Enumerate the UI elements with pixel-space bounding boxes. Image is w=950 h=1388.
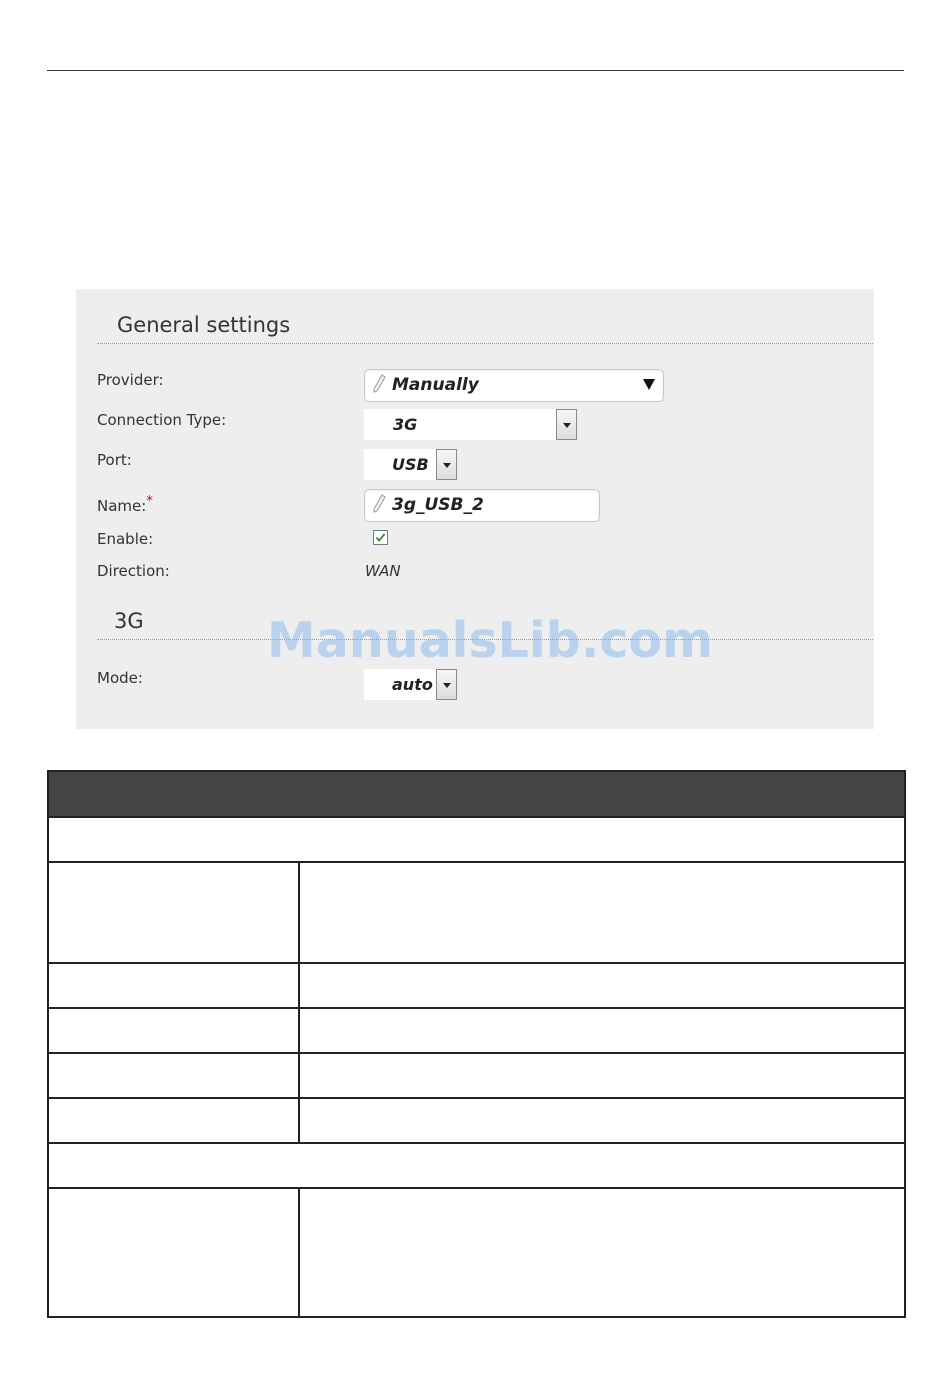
checkmark-icon [375, 532, 386, 543]
enable-label: Enable: [97, 530, 154, 548]
dropdown-triangle-icon [643, 379, 655, 390]
section-title-3g: 3G [114, 609, 144, 633]
connection-type-select[interactable] [364, 409, 577, 440]
table-cell-description [299, 1188, 905, 1317]
name-label [97, 494, 153, 515]
mode-label: Mode: [97, 669, 143, 687]
name-value: 3g_USB_2 [392, 495, 484, 515]
chevron-down-icon [443, 463, 451, 468]
mode-select[interactable] [364, 669, 457, 700]
table-cell-parameter [48, 963, 299, 1008]
connection-type-dropdown-button[interactable] [556, 409, 577, 440]
connection-type-label: Connection Type: [97, 411, 227, 429]
connection-type-value: 3G [393, 415, 418, 434]
section-divider [97, 343, 873, 344]
table-section-row [48, 1143, 905, 1188]
required-marker: * [146, 494, 153, 509]
port-label: Port: [97, 451, 132, 469]
table-cell-description [299, 1053, 905, 1098]
table-cell-parameter [48, 1008, 299, 1053]
pencil-icon [372, 494, 386, 514]
watermark: ManualsLib.com [267, 612, 714, 669]
table-cell-parameter [48, 1188, 299, 1317]
mode-value: auto [392, 675, 433, 694]
name-label-text: Name: [97, 497, 147, 515]
provider-select[interactable] [364, 369, 664, 402]
table-cell-parameter [48, 1053, 299, 1098]
table-cell-parameter [48, 862, 299, 963]
table-cell-description [299, 1008, 905, 1053]
chevron-down-icon [563, 423, 571, 428]
table-cell-description [299, 862, 905, 963]
port-select[interactable] [364, 449, 457, 480]
description-table [47, 770, 906, 1318]
enable-checkbox[interactable] [373, 530, 388, 545]
table-header [48, 771, 905, 817]
chevron-down-icon [443, 683, 451, 688]
provider-value: Manually [392, 375, 479, 395]
top-rule [47, 70, 904, 71]
name-input[interactable] [364, 489, 600, 522]
direction-value: WAN [365, 562, 401, 580]
table-section-row [48, 817, 905, 862]
direction-label: Direction: [97, 562, 170, 580]
port-value: USB [392, 455, 429, 474]
pencil-icon [372, 374, 386, 394]
mode-dropdown-button[interactable] [436, 669, 457, 700]
table-cell-description [299, 963, 905, 1008]
section-title-general: General settings [117, 313, 291, 337]
port-dropdown-button[interactable] [436, 449, 457, 480]
table-cell-parameter [48, 1098, 299, 1143]
provider-label: Provider: [97, 371, 164, 389]
table-cell-description [299, 1098, 905, 1143]
